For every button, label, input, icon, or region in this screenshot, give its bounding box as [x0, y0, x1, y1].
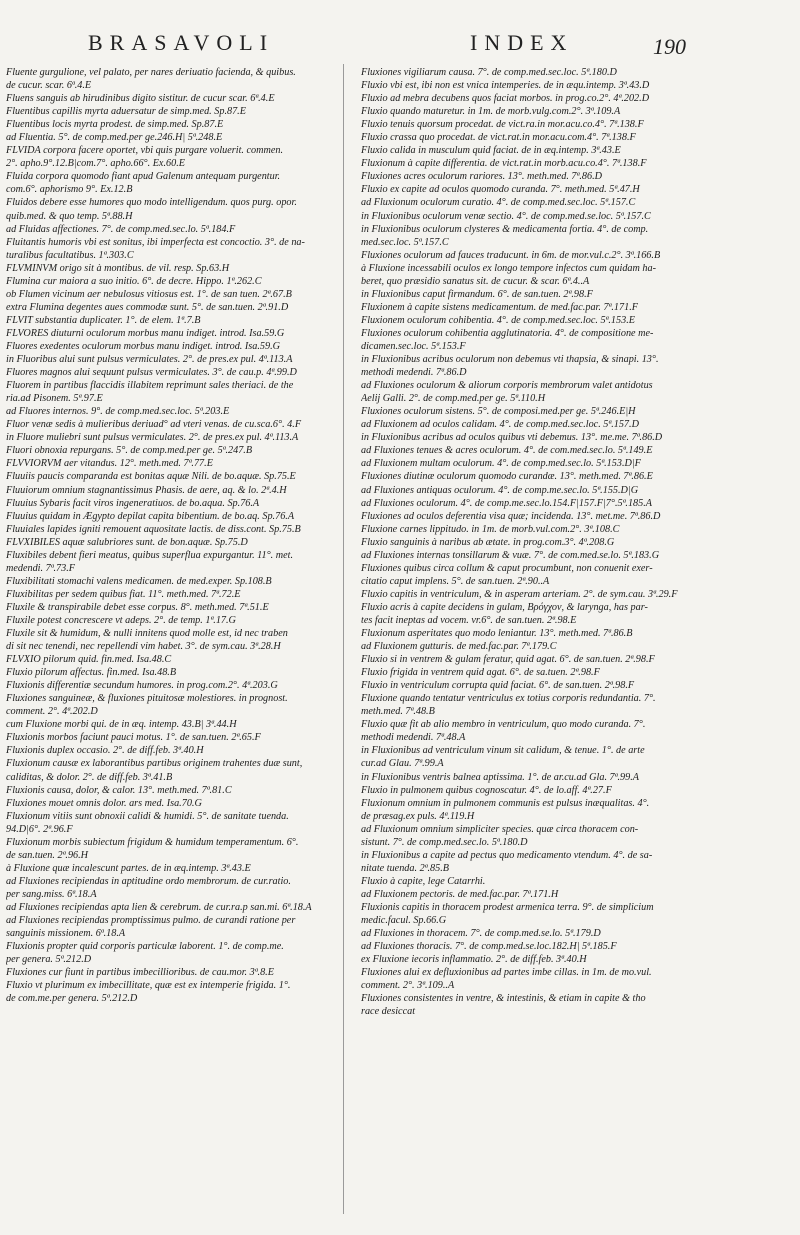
index-entry-line: per sang.miss. 6ª.18.A — [6, 888, 97, 900]
index-entry-line: Fluxionis capitis in thoracem prodest armenica terra. 9°. de simplicium — [361, 902, 654, 913]
index-entry-line: Fluor venæ sedis à mulieribus deriuad° ad vteri venas. de cu.sca.6°. 4.F — [6, 419, 302, 431]
running-head-index: INDEX — [470, 30, 574, 55]
index-entry-line: Fluxio quæ fit ab alio membro in ventriculum, quo modo curanda. 7°. — [361, 719, 646, 731]
index-entry-line: Fluxio acris à capite decidens in gulam, Βρόγχον, & larynga, has par- — [361, 601, 648, 613]
index-entry-line: Fluxio crassa quo procedat. de vict.rat.in mor.acu.com.4°. 7ª.138.F — [361, 132, 636, 144]
index-entry-line: Fluxionum causæ ex laborantibus partibus originem trahentes duæ sunt, — [6, 758, 303, 770]
index-entry-line: ad Fluxiones oculorum & aliorum corporis membrorum valet antidotus — [361, 380, 653, 392]
running-head-author: BRASAVOLI — [88, 30, 275, 55]
index-entry-line: Fluxio ad mebra decubens quos faciat morbos. in prog.co.2°. 4ª.202.D — [361, 93, 650, 105]
index-entry-line: nitate tuenda. 2ª.85.B — [361, 862, 449, 874]
index-entry-line: Fluxionum à capite differentia. de vict.rat.in morb.acu.co.4°. 7ª.138.F — [361, 158, 647, 170]
index-entry-line: ad Fluxiones internas tonsillarum & vuæ. 7°. de com.med.se.lo. 5ª.183.G — [361, 549, 660, 561]
index-entry-line: comment. 2°. 3ª.109..A — [361, 980, 455, 992]
index-entry-line: in Fluxionibus acribus ad oculos quibus vti debemus. 13°. me.me. 7ª.86.D — [361, 432, 663, 444]
index-entry-line: ad Fluxionem pectoris. de med.fac.par. 7ª.171.H — [361, 888, 559, 900]
page-number: 190 — [653, 34, 686, 59]
index-entry-line: beret, quo præsidio sanatus sit. de cucur. & scar. 6ª.4..A — [361, 275, 590, 287]
index-entry-line: ad Fluxiones antiquas oculorum. 4°. de comp.me.sec.lo. 5ª.155.D|G — [361, 484, 639, 496]
index-entry-line: Fluxionis duplex occasio. 2°. de diff.feb. 3ª.40.H — [6, 745, 204, 757]
index-entry-line: ad Fluxiones recipiendas apta lien & cerebrum. de cur.ra.p san.mi. 6ª.18.A — [6, 902, 312, 913]
index-entry-line: Fluxio sanguinis à naribus ab ætate. in prog.com.3°. 4ª.208.G — [361, 536, 615, 548]
index-entry-line: Fluente gurgulione, vel palato, per nares deriuatio facienda, & quibus. — [6, 67, 296, 78]
index-entry-line: ad Fluentia. 5°. de comp.med.per ge.246.H| 5ª.248.E — [6, 132, 223, 144]
index-entry-line: FLVXIBILES aquæ salubriores sunt. de bon.aquæ. Sp.75.D — [6, 536, 248, 548]
index-entry-line: Fluores exedentes oculorum morbus manu indiget. introd. Isa.59.G — [6, 340, 280, 352]
index-entry-line: FLVVIORVM aer vitandus. 12°. meth.med. 7ª.77.E — [6, 458, 213, 470]
index-entry-line: Fluuius quidam in Ægypto depilat capita bibentium. de bo.aq. Sp.76.A — [6, 510, 295, 522]
column-divider — [343, 64, 344, 1214]
index-entry-line: cur.ad Glau. 7ª.99.A — [361, 758, 444, 770]
index-entry-line: Fluxio à capite, lege Catarrhi. — [361, 875, 486, 887]
index-entry-line: de com.me.per genera. 5ª.212.D — [6, 993, 138, 1005]
index-entry-line: Fluentibus capillis myrta aduersatur de simp.med. Sp.87.E — [6, 106, 246, 118]
index-entry-line: Fluxiones oculorum sistens. 5°. de composi.med.per ge. 5ª.246.E|H — [361, 406, 636, 418]
index-entry-line: 94.D|6°. 2ª.96.F — [6, 823, 73, 835]
index-entry-line: Fluida corpora quomodo fiant apud Galenum antequam purgentur. — [6, 171, 281, 183]
index-entry-line: Fluxione carnes lippitudo. in 1m. de morb.vul.com.2°. 3ª.108.C — [361, 523, 620, 535]
index-entry-line: in Fluxionibus a capite ad pectus quo medicamento vtendum. 4°. de sa- — [361, 849, 653, 861]
index-entry-line: ad Fluxiones tenues & acres oculorum. 4°. de com.med.sec.lo. 5ª.149.E — [361, 445, 653, 457]
index-entry-line: in Fluxionibus caput firmandum. 6°. de san.tuen. 2ª.98.F — [361, 288, 593, 300]
index-entry-line: Fluxiones acres oculorum rariores. 13°. meth.med. 7ª.86.D — [361, 171, 602, 183]
index-entry-line: de cucur. scar. 6ª.4.E — [6, 80, 92, 92]
index-entry-line: sistunt. 7°. de comp.med.sec.lo. 5ª.180.D — [361, 836, 528, 848]
index-entry-line: Fluxile potest concrescere vt adeps. 2°. de temp. 1ª.17.G — [6, 614, 236, 626]
index-entry-line: à Fluxione quæ incalescunt partes. de in æq.intemp. 3ª.43.E — [6, 862, 251, 874]
index-entry-line: Fluxiones oculorum ad fauces traducunt. in 6m. de mor.vul.c.2°. 3ª.166.B — [361, 249, 661, 261]
index-entry-line: Fluxibiles debent fieri meatus, quibus superflua expurgantur. 11°. met. — [6, 549, 294, 561]
index-entry-line: ad Fluores internos. 9°. de comp.med.sec.loc. 5ª.203.E — [6, 406, 230, 418]
index-entry-line: tes facit ineptas ad vocem. vr.6°. de san.tuen. 2ª.98.E — [361, 614, 577, 626]
index-entry-line: FLVXIO pilorum quid. fin.med. Isa.48.C — [6, 654, 172, 666]
index-entry-line: ad Fluxionem ad oculos calidam. 4°. de comp.med.sec.loc. 5ª.157.D — [361, 419, 639, 431]
index-entry-line: comment. 2°. 4ª.202.D — [6, 706, 98, 718]
index-entry-line: Fluuiis paucis comparanda est bonitas aquæ Nili. de bo.aquæ. Sp.75.E — [6, 471, 296, 483]
index-entry-line: ria.ad Pisonem. 5ª.97.E — [6, 393, 103, 405]
index-entry-line: Fluxibilitas per sedem quibus fiat. 11°. meth.med. 7ª.72.E — [6, 588, 241, 600]
index-entry-line: Fluxio pilorum affectus. fin.med. Isa.48.B — [6, 667, 177, 679]
index-entry-line: com.6°. aphorismo 9°. Ex.12.B — [6, 184, 133, 196]
index-entry-line: Fluxiones sanguineæ, & fluxiones pituitosæ molestiores. in prognost. — [6, 693, 288, 705]
index-entry-line: de præsag.ex puls. 4ª.119.H — [361, 810, 475, 822]
index-entry-line: per genera. 5ª.212.D — [6, 954, 92, 966]
index-entry-line: Fluxio vt plurimum ex imbecillitate, quæ est ex intemperie frigida. 1°. — [6, 980, 291, 992]
index-entry-line: de san.tuen. 2ª.96.H — [6, 849, 89, 861]
index-entry-line: Fluori obnoxia repurgans. 5°. de comp.med.per ge. 5ª.247.B — [6, 445, 253, 457]
index-entry-line: in Fluxionibus acribus oculorum non debemus vti thapsia, & sinapi. 13°. — [361, 354, 659, 366]
index-entry-line: à Fluxione incessabili oculos ex longo tempore infectos cum quidam ha- — [361, 262, 656, 274]
index-entry-line: Fluxione quando tentatur ventriculus ex totius corporis redundantia. 7°. — [361, 693, 656, 705]
index-entry-line: Fluxionis causa, dolor, & calor. 13°. meth.med. 7ª.81.C — [6, 784, 232, 796]
index-entry-line: Fluorem in partibus flaccidis illabitem reprimunt sales theriaci. de the — [6, 380, 294, 392]
index-entry-line: ad Fluxiones thoracis. 7°. de comp.med.se.loc.182.H| 5ª.185.F — [361, 941, 617, 953]
index-entry-line: Fluxiones alui ex defluxionibus ad partes imbe cillas. in 1m. de mo.vul. — [361, 967, 652, 979]
index-entry-line: caliditas, & dolor. 2°. de diff.feb. 3ª.41.B — [6, 771, 173, 783]
index-entry-line: methodi medendi. 7ª.48.A — [361, 732, 466, 744]
index-entry-line: Fluxio frigida in ventrem quid agat. 6°. de sa.tuen. 2ª.98.F — [361, 667, 600, 679]
index-entry-line: Fluxio capitis in ventriculum, & in asperam arteriam. 2°. de sym.cau. 3ª.29.F — [361, 588, 678, 600]
index-entry-line: in Fluoribus alui sunt pulsus vermiculates. 2°. de pres.ex pul. 4ª.113.A — [6, 354, 293, 366]
index-entry-line: Fluxionis differentiæ secundum humores. in prog.com.2°. 4ª.203.G — [6, 680, 278, 692]
index-entry-line: extra Flumina degentes aues commodæ sunt. 5°. de san.tuen. 2ª.91.D — [6, 301, 289, 313]
index-entry-line: Fluxio calida in musculum quid faciat. de in æq.intemp. 3ª.43.E — [361, 145, 621, 157]
index-entry-line: Fluens sanguis ab hirudinibus digito sistitur. de cucur scar. 6ª.4.E — [6, 93, 275, 105]
index-entry-line: in Fluxionibus oculorum clysteres & medicamenta fortia. 4°. de comp. — [361, 223, 649, 235]
index-entry-line: in Fluxionibus ad ventriculum vinum sit calidum, & tenue. 1°. de arte — [361, 745, 645, 757]
index-entry-line: ad Fluxiones recipiendas in aptitudine ordo membrorum. de cur.ratio. — [6, 875, 291, 887]
index-entry-line: ad Fluxiones in thoracem. 7°. de comp.med.se.lo. 5ª.179.D — [361, 928, 601, 940]
index-entry-line: Fluxiones oculorum cohibentia agglutinatoria. 4°. de compositione me- — [361, 327, 654, 339]
index-entry-line: ad Fluidas affectiones. 7°. de comp.med.sec.lo. 5ª.184.F — [6, 223, 236, 235]
index-entry-line: Fluxio si in ventrem & gulam feratur, quid agat. 6°. de san.tuen. 2ª.98.F — [361, 654, 655, 666]
index-entry-line: FLVIT substantia duplicater. 1°. de elem. 1ª.7.B — [6, 314, 201, 326]
index-entry-line: Fluxile sit & humidum, & nulli innitens quod molle est, id nec traben — [6, 628, 288, 640]
index-entry-line: ad Fluxionem multam oculorum. 4°. de comp.med.sec.lo. 5ª.153.D|F — [361, 458, 641, 470]
left-column — [6, 66, 340, 1005]
index-entry-line: Fluxiones quibus circa collum & caput procumbunt, non conuenit exer- — [361, 562, 653, 574]
index-entry-line: ad Fluxionum oculorum curatio. 4°. de comp.med.sec.loc. 5ª.157.C — [361, 197, 636, 209]
index-entry-line: dicamen.sec.loc. 5ª.153.F — [361, 340, 466, 352]
index-entry-line: FLVORES diuturni oculorum morbus manu indiget. introd. Isa.59.G — [6, 327, 285, 339]
index-entry-line: ad Fluxiones recipiendas promptissimus pulmo. de curandi ratione per — [6, 915, 296, 927]
index-entry-line: Fluxiones vigiliarum causa. 7°. de comp.med.sec.loc. 5ª.180.D — [361, 67, 617, 78]
index-entry-line: Fluxionum asperitates quo modo leniantur. 13°. meth.med. 7ª.86.B — [361, 628, 633, 640]
index-entry-line: Fluxiones mouet omnis dolor. ars med. Isa.70.G — [6, 797, 202, 809]
index-entry-line: Fluxio tenuis quorsum procedat. de vict.ra.in mor.acu.co.4°. 7ª.138.F — [361, 119, 644, 131]
index-entry-line: Fluxionem oculorum cohibentia. 4°. de comp.med.sec.loc. 5ª.153.E — [361, 314, 635, 326]
index-entry-line: Fluores magnos alui sequunt pulsus vermiculates. 3°. de cau.p. 4ª.99.D — [6, 367, 297, 379]
index-entry-line: Fluxionis propter quid corporis particulæ laborent. 1°. de comp.me. — [6, 941, 284, 953]
index-entry-line: Fluxio vbi est, ibi non est vnica intemperies. de in æqu.intemp. 3ª.43.D — [361, 80, 650, 92]
index-entry-line: Fluxionis morbos faciunt pauci motus. 1°. de san.tuen. 2ª.65.F — [6, 732, 261, 744]
index-entry-line: FLVMINVM origo sit à montibus. de vil. resp. Sp.63.H — [6, 262, 230, 274]
index-entry-line: med.sec.loc. 5ª.157.C — [361, 236, 449, 248]
index-entry-line: meth.med. 7ª.48.B — [361, 706, 435, 718]
index-entry-line: ad Fluxionem gutturis. de med.fac.par. 7ª.179.C — [361, 641, 557, 653]
index-entry-line: in Fluore muliebri sunt pulsus vermiculates. 2°. de pres.ex pul. 4ª.113.A — [6, 432, 299, 444]
index-entry-line: Fluidos debere esse humores quo modo intelligendum. quos purg. opor. — [6, 197, 297, 209]
index-entry-line: Fluxiones ad oculos deferentia visa quæ; incidenda. 13°. met.me. 7ª.86.D — [361, 510, 661, 522]
index-entry-line: ad Fluxiones oculorum. 4°. de comp.me.sec.lo.154.F|157.F|7°.5ª.185.A — [361, 497, 653, 509]
index-entry-line: Fluxiones diutinæ oculorum quomodo curandæ. 13°. meth.med. 7ª.86.E — [361, 471, 653, 483]
index-entry-line: Fluentibus locis myrta prodest. de simp.med. Sp.87.E — [6, 119, 224, 131]
index-entry-line: Fluxio ex capite ad oculos quomodo curanda. 7°. meth.med. 5ª.47.H — [361, 184, 640, 196]
index-entry-line: Fluxibilitati stomachi valens medicamen. de med.exper. Sp.108.B — [6, 575, 272, 587]
index-entry-line: quib.med. & quo temp. 5ª.88.H — [6, 210, 133, 222]
index-entry-line: ex Fluxione iecoris inflammatio. 2°. de diff.feb. 3ª.40.H — [361, 954, 587, 966]
index-entry-line: di sit nec tenendi, nec repellendi vim habet. 3°. de sym.cau. 3ª.28.H — [6, 641, 281, 653]
index-entry-line: Fluxionem à capite sistens medicamentum. de med.fac.par. 7ª.171.F — [361, 301, 638, 313]
index-entry-line: Fluuiorum omnium stagnantissimus Phasis. de aere, aq. & lo. 2ª.4.H — [6, 484, 287, 496]
index-entry-line: FLVIDA corpora facere oportet, vbi quis purgare voluerit. commen. — [6, 145, 283, 157]
index-entry-line: 2°. apho.9°.12.B|com.7°. apho.66°. Ex.60.E — [6, 158, 185, 170]
index-entry-line: race desiccat — [361, 1006, 416, 1018]
index-entry-line: Fluxile & transpirabile debet esse corpus. 8°. meth.med. 7ª.51.E — [6, 601, 269, 613]
index-entry-line: in Fluxionibus ventris balnea aptissima. 1°. de ar.cu.ad Gla. 7ª.99.A — [361, 771, 639, 783]
index-entry-line: turalibus facultatibus. 1ª.303.C — [6, 249, 134, 261]
index-entry-line: Fluuius Sybaris facit viros ingeneratiuos. de bo.aqua. Sp.76.A — [6, 497, 260, 509]
index-entry-line: Fluxio in pulmonem quibus cognoscatur. 4°. de lo.aff. 4ª.27.F — [361, 784, 612, 796]
index-entry-line: citatio caput implens. 5°. de san.tuen. 2ª.90..A — [361, 575, 550, 587]
index-entry-line: medic.facul. Sp.66.G — [361, 915, 447, 927]
index-entry-line: ad Fluxionum omnium simpliciter species. quæ circa thoracem con- — [361, 823, 639, 835]
index-entry-line: Fluuiales lapides igniti remouent aquositate lactis. de diss.cont. Sp.75.B — [6, 523, 301, 535]
index-entry-line: Fluxiones cur fiunt in partibus imbecillioribus. de cau.mor. 3ª.8.E — [6, 967, 274, 979]
index-entry-line: Fluitantis humoris vbi est sonitus, ibi imperfecta est concoctio. 3°. de na- — [6, 236, 305, 248]
index-entry-line: methodi medendi. 7ª.86.D — [361, 367, 467, 379]
index-entry-line: medendi. 7ª.73.F — [6, 562, 76, 574]
index-entry-line: cum Fluxione morbi qui. de in æq. intemp. 43.B| 3ª.44.H — [6, 719, 237, 731]
index-entry-line: Fluxionum omnium in pulmonem communis est pulsus inæqualitas. 4°. — [361, 797, 650, 809]
index-entry-line: sanguinis missionem. 6ª.18.A — [6, 928, 126, 940]
index-entry-line: ob Flumen vicinum aer nebulosus vitiosus est. 1°. de san tuen. 2ª.67.B — [6, 288, 292, 300]
index-entry-line: in Fluxionibus oculorum venæ sectio. 4°. de comp.med.se.loc. 5ª.157.C — [361, 210, 651, 222]
index-entry-line: Fluxiones consistentes in ventre, & intestinis, & etiam in capite & tho — [361, 993, 646, 1005]
index-entry-line: Aelij Galli. 2°. de comp.med.per ge. 5ª.110.H — [361, 393, 546, 405]
index-entry-line: Fluxio quando maturetur. in 1m. de morb.vulg.com.2°. 3ª.109.A — [361, 106, 621, 118]
index-entry-line: Fluxionum vitiis sunt obnoxii calidi & humidi. 5°. de sanitate tuenda. — [6, 810, 289, 822]
index-entry-line: Fluxio in ventriculum corrupta quid faciat. 6°. de san.tuen. 2ª.98.F — [361, 680, 635, 692]
index-entry-line: Fluxionum morbis subiectum frigidum & humidum temperamentum. 6°. — [6, 836, 299, 848]
index-entry-line: Flumina cur maiora a suo initio. 6°. de decre. Hippo. 1ª.262.C — [6, 275, 262, 287]
right-column — [361, 66, 723, 1018]
